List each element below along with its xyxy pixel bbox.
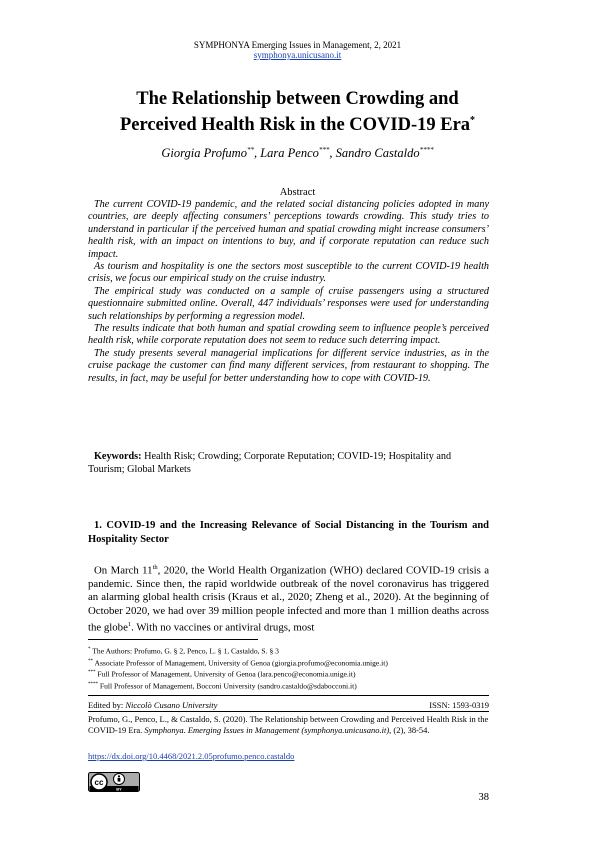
abstract-heading: Abstract bbox=[279, 187, 316, 198]
footnote-text: Associate Professor of Management, University of Genoa (giorgia.profumo@economia.unige.it) bbox=[93, 658, 388, 668]
footnote-mark: **** bbox=[88, 682, 98, 688]
keywords-label: Keywords: bbox=[94, 451, 142, 462]
author-separator: , bbox=[329, 146, 336, 161]
author-name: Lara Penco bbox=[260, 146, 319, 161]
footnote-mark: *** bbox=[88, 670, 96, 676]
author-name: Sandro Castaldo bbox=[335, 146, 420, 161]
keywords-text: Health Risk; Crowding; Corporate Reputation; COVID-19; Hospitality and Tourism; Global Markets bbox=[88, 451, 452, 475]
paper-title bbox=[60, 88, 535, 136]
by-label: BY bbox=[116, 786, 122, 792]
footnote-mark: * bbox=[88, 647, 91, 652]
doi-link[interactable]: https://dx.doi.org/10.4468/2021.2.05profumo.penco.castaldo bbox=[88, 751, 295, 761]
body-paragraph bbox=[88, 561, 489, 635]
edited-by bbox=[88, 700, 217, 710]
meta-rule-bottom bbox=[88, 711, 489, 712]
keywords bbox=[88, 450, 489, 476]
author-mark: ** bbox=[246, 146, 254, 154]
footnote-text: The Authors: Profumo, G. § 2, Penco, L. § 1, Castaldo, S. § 3 bbox=[90, 646, 279, 656]
section-heading: 1. COVID-19 and the Increasing Relevance of Social Distancing in the Tourism and Hospitality Sector bbox=[88, 520, 489, 545]
journal-link[interactable]: symphonya.unicusano.it bbox=[253, 50, 342, 60]
citation-text: Profumo, G., Penco, L., & Castaldo, S. (2020). The Relationship between Crowding and Perceived Health Risk in the COVID-19 Era. bbox=[88, 714, 489, 735]
meta-rule-top bbox=[88, 695, 489, 696]
footnote-text: Full Professor of Management, University of Genoa (lara.penco@economia.unige.it) bbox=[95, 670, 356, 679]
title-footnote-mark: * bbox=[470, 115, 476, 126]
editor-name: Niccolò Cusano University bbox=[125, 700, 218, 710]
footnote-item bbox=[88, 657, 498, 669]
abstract-paragraph: The current COVID-19 pandemic, and the related social distancing policies adopted in many countries, are deeply affecting consumers’ perceptions towards crowding. This study tries to understand in particular if the perceived human and spatial crowding might increase consumers’ health risk, with an impact on intentions to buy, and if corporate reputation can reduce such impact. bbox=[88, 199, 489, 260]
footnote-item bbox=[88, 645, 498, 657]
footnote-mark: ** bbox=[88, 658, 93, 664]
issn: ISSN: 1593-0319 bbox=[429, 700, 489, 710]
author-mark: **** bbox=[419, 146, 434, 154]
body-text-run: On March 11 bbox=[94, 564, 153, 577]
abstract-paragraph: As tourism and hospitality is one the sectors most susceptible to the current COVID-19 health crisis, we focus our empirical study on the cruise industry. bbox=[88, 261, 489, 285]
abstract-body bbox=[88, 199, 489, 385]
author-separator: , bbox=[253, 146, 261, 161]
title-line-2: Perceived Health Risk in the COVID-19 Era bbox=[119, 115, 471, 136]
ordinal-suffix: th bbox=[152, 564, 158, 571]
edited-by-label: Edited by: bbox=[88, 700, 126, 710]
creative-commons-by-icon[interactable] bbox=[88, 772, 140, 792]
author-list bbox=[60, 146, 535, 161]
footnote-item bbox=[88, 668, 498, 680]
citation-text: , (2), 38-54. bbox=[389, 724, 430, 735]
body-text-run: . With no vaccines or antiviral drugs, most bbox=[131, 621, 315, 634]
citation-journal: Symphonya. Emerging Issues in Management (symphonya.unicusano.it) bbox=[144, 724, 390, 735]
footnote-reference[interactable]: 1 bbox=[127, 621, 132, 629]
footnotes bbox=[88, 645, 498, 692]
author-mark: *** bbox=[318, 146, 330, 154]
footnote-text: Full Professor of Management, Bocconi University (sandro.castaldo@sdabocconi.it) bbox=[98, 681, 357, 691]
abstract-paragraph: The study presents several managerial implications for different service industries, as in the cruise package the customer can find many different services, from restaurant to shopping. The results, in fact, may be useful for better understanding how to cope with COVID-19. bbox=[88, 347, 489, 384]
footnote-item bbox=[88, 680, 498, 692]
abstract-paragraph: The empirical study was conducted on a sample of cruise passengers using a structured questionnaire submitted online. Overall, 447 individuals’ responses were used for understanding such relationships by performing a regression model. bbox=[88, 285, 489, 322]
running-header: SYMPHONYA Emerging Issues in Management, 2, 2021 bbox=[193, 40, 402, 50]
cc-label: cc bbox=[94, 778, 104, 787]
body-text-run: , 2020, the World Health Organization (WHO) declared COVID-19 crisis a pandemic. Since then, the rapid worldwide outbreak of the novel coronavirus has triggered an alarming global health crisis (Kraus et al., 2020; Zheng et al., 2020). At the beginning of October 2020, we had over 39 million people infected and more than 1 million deaths across the globe bbox=[88, 564, 490, 634]
title-line-1: The Relationship between Crowding and bbox=[136, 89, 459, 109]
abstract-paragraph: The results indicate that both human and spatial crowding seem to influence people’s perceived health risk, while corporate reputation does not seem to reduce such deterring impact. bbox=[88, 323, 489, 347]
citation bbox=[88, 714, 489, 735]
author-name: Giorgia Profumo bbox=[161, 146, 247, 161]
page-number: 38 bbox=[478, 792, 489, 803]
footnote-rule bbox=[88, 639, 258, 640]
